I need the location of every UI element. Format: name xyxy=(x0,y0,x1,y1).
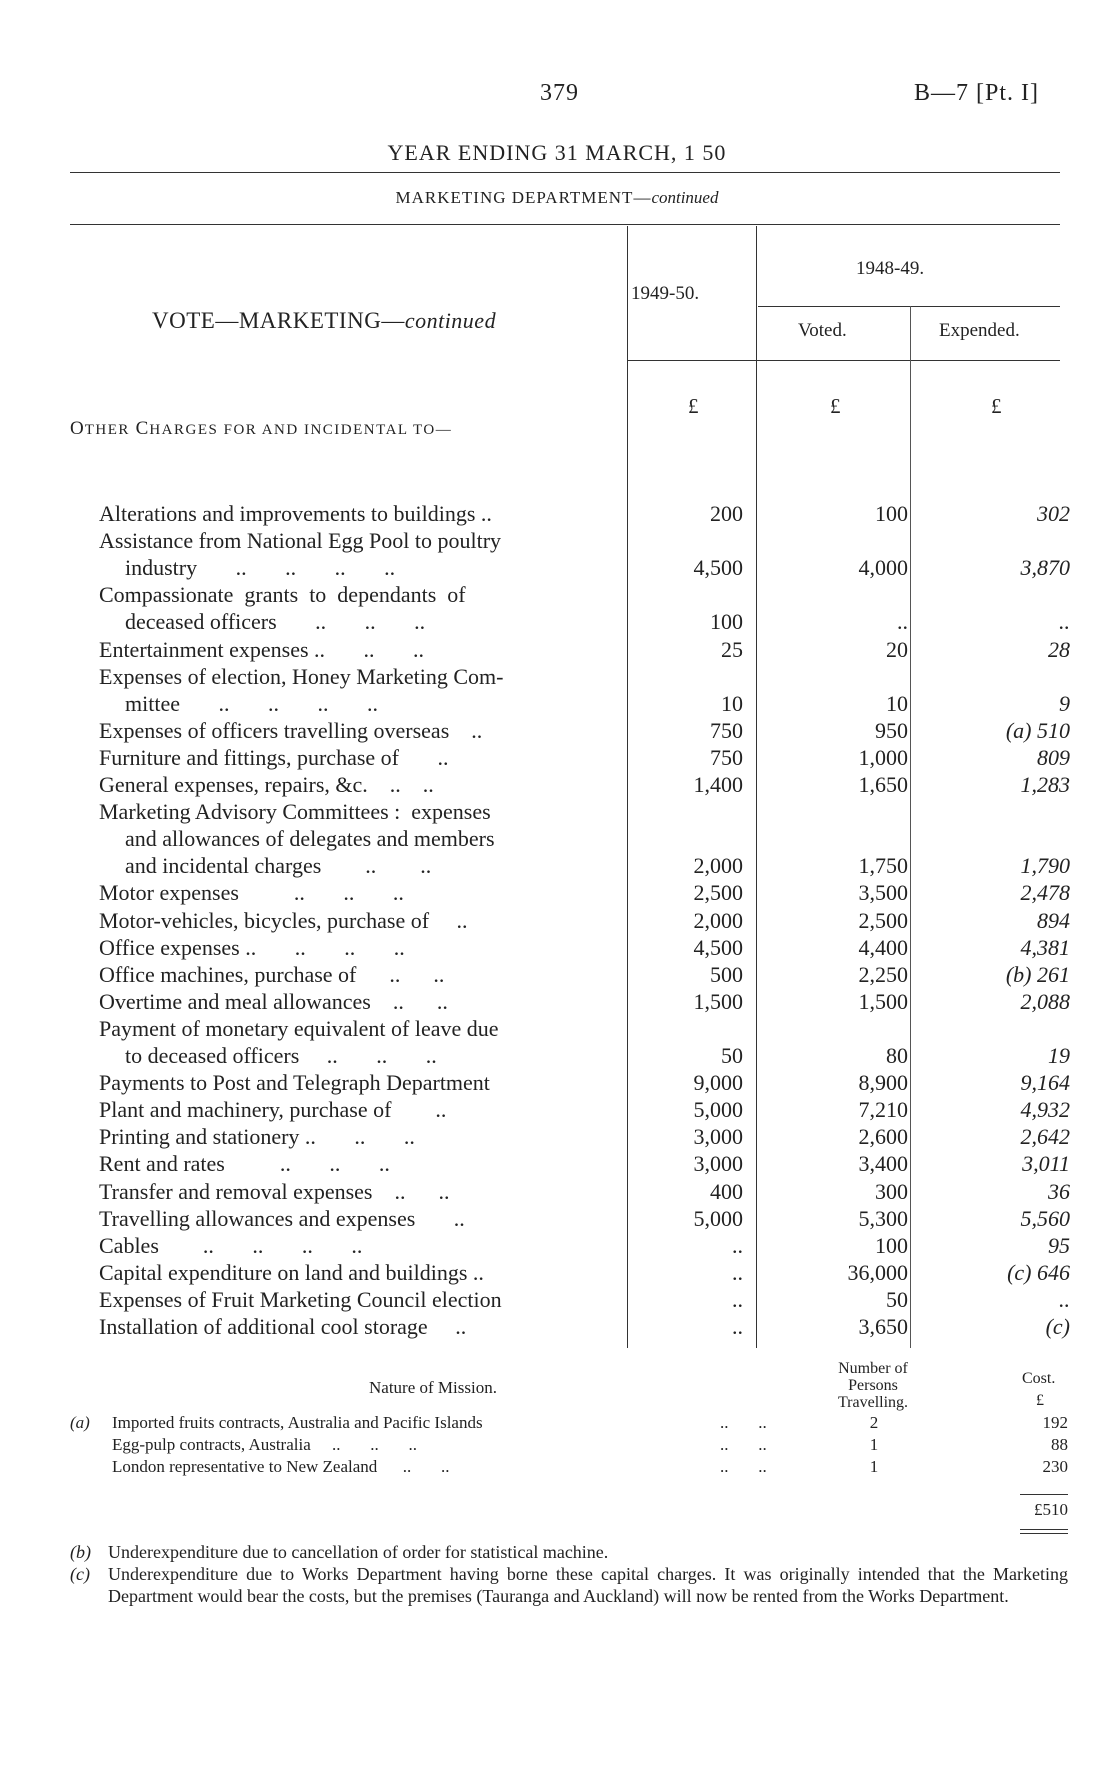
row-value-expended: 2,478 xyxy=(1020,880,1070,906)
col-expended-header: Expended. xyxy=(939,320,1020,341)
row-value-1949: 2,500 xyxy=(693,880,743,906)
year-title: YEAR ENDING 31 MARCH, 1 50 xyxy=(387,140,727,165)
row-value-expended: (b) 261 xyxy=(1005,961,1070,987)
row-value-voted: 1,750 xyxy=(858,853,908,879)
row-value-expended: (c) 646 xyxy=(1007,1259,1070,1285)
row-label: Transfer and removal expenses .. .. xyxy=(99,1178,450,1204)
document-reference: B—7 [Pt. I] xyxy=(914,80,1039,106)
row-value-1949: .. xyxy=(732,1232,743,1258)
row-value-1949: 1,400 xyxy=(693,772,743,797)
table-row xyxy=(0,581,1114,608)
row-value-voted: 4,400 xyxy=(858,934,908,960)
row-value-expended: 9 xyxy=(1059,690,1070,716)
row-value-expended: 19 xyxy=(1048,1043,1070,1068)
row-label: Motor-vehicles, bicycles, purchase of .. xyxy=(99,907,468,933)
row-value-voted: 8,900 xyxy=(858,1070,908,1096)
row-label: Marketing Advisory Committees : expenses xyxy=(99,799,491,825)
row-value-1949: 5,000 xyxy=(693,1097,743,1123)
row-value-expended: (c) xyxy=(1045,1314,1070,1339)
mission-row xyxy=(0,1412,1114,1434)
row-value-1949: 1,500 xyxy=(693,988,743,1014)
mission-dots: .. .. xyxy=(720,1457,767,1476)
section-heading: OTHER CHARGES FOR AND INCIDENTAL TO— xyxy=(70,418,453,439)
row-value-expended: (a) 510 xyxy=(1005,717,1070,743)
row-value-1949: .. xyxy=(732,1259,743,1285)
row-value-1949: .. xyxy=(732,1314,743,1339)
mission-cost: 88 xyxy=(1051,1435,1068,1454)
row-value-1949: 25 xyxy=(721,636,743,662)
row-label: Compassionate grants to dependants of xyxy=(99,582,466,608)
note-b-text: Underexpenditure due to cancellation of order for statistical machine. xyxy=(108,1542,609,1562)
row-value-expended: 2,088 xyxy=(1020,988,1070,1014)
row-value-voted: 36,000 xyxy=(847,1259,908,1285)
row-value-1949: 5,000 xyxy=(693,1205,743,1231)
row-label: Payment of monetary equivalent of leave due xyxy=(99,1015,499,1041)
row-value-expended: 3,870 xyxy=(1020,555,1070,581)
col-1948-rule xyxy=(758,306,1060,307)
row-label: Motor expenses .. .. .. xyxy=(99,880,404,906)
row-label: Cables .. .. .. .. xyxy=(99,1232,363,1258)
row-value-expended: 95 xyxy=(1048,1232,1070,1258)
row-label: and incidental charges .. .. xyxy=(125,853,432,879)
row-label: Entertainment expenses .. .. .. xyxy=(99,636,425,662)
row-value-voted: 80 xyxy=(886,1043,908,1068)
table-row xyxy=(0,1069,1114,1096)
col-1949-header: 1949-50. xyxy=(631,283,700,304)
row-value-voted: 1,000 xyxy=(858,744,908,770)
table-row xyxy=(0,500,1114,527)
row-value-expended: 9,164 xyxy=(1020,1070,1070,1096)
row-value-voted: 3,650 xyxy=(858,1314,908,1339)
row-value-expended: 1,790 xyxy=(1020,853,1070,879)
row-value-voted: 1,500 xyxy=(858,988,908,1014)
row-value-voted: 300 xyxy=(875,1178,908,1204)
mission-cost: 230 xyxy=(1042,1457,1068,1476)
row-label: Installation of additional cool storage .. xyxy=(99,1314,467,1339)
mission-label: London representative to New Zealand .. .. xyxy=(112,1457,450,1476)
table-row xyxy=(0,717,1114,744)
row-value-1949: 200 xyxy=(710,501,743,526)
table-row xyxy=(0,852,1114,879)
header-bottom-rule xyxy=(628,360,1060,361)
row-label: Expenses of Fruit Marketing Council election xyxy=(99,1286,502,1312)
table-row xyxy=(0,988,1114,1015)
row-label: Furniture and fittings, purchase of .. xyxy=(99,744,449,770)
row-value-1949: 9,000 xyxy=(693,1070,743,1096)
row-label: Alterations and improvements to buildings .. xyxy=(99,501,492,526)
row-label: General expenses, repairs, &c. .. .. xyxy=(99,772,434,797)
row-label: Overtime and meal allowances .. .. xyxy=(99,988,448,1014)
mission-cost-currency: £ xyxy=(1036,1392,1044,1409)
table-row xyxy=(0,961,1114,988)
currency-1949: £ xyxy=(688,394,699,418)
row-value-voted: 2,500 xyxy=(858,907,908,933)
row-value-1949: .. xyxy=(732,1286,743,1312)
table-row xyxy=(0,1015,1114,1042)
table-row xyxy=(0,1259,1114,1286)
row-value-voted: 7,210 xyxy=(858,1097,908,1123)
page-number: 379 xyxy=(540,80,579,106)
mission-persons: 1 xyxy=(869,1435,879,1454)
department-title: MARKETING DEPARTMENT—continued xyxy=(395,188,719,207)
col-voted-header: Voted. xyxy=(798,320,847,341)
row-value-expended: 4,381 xyxy=(1020,934,1070,960)
row-value-expended: 302 xyxy=(1037,501,1070,526)
mission-total: £510 xyxy=(1034,1500,1068,1519)
row-label: Office machines, purchase of .. .. xyxy=(99,961,445,987)
row-label: Assistance from National Egg Pool to poultry xyxy=(99,528,502,554)
col-1948-header: 1948-49. xyxy=(856,258,925,279)
row-value-expended: .. xyxy=(1059,609,1070,635)
table-row xyxy=(0,636,1114,663)
row-value-expended: 809 xyxy=(1037,744,1070,770)
row-value-expended: .. xyxy=(1059,1286,1070,1312)
row-value-1949: 4,500 xyxy=(693,555,743,581)
row-value-1949: 3,000 xyxy=(693,1151,743,1177)
row-label: and allowances of delegates and members xyxy=(125,826,495,852)
mission-row xyxy=(0,1434,1114,1456)
row-value-voted: 100 xyxy=(875,501,908,526)
table-row xyxy=(0,1042,1114,1069)
table-row xyxy=(0,690,1114,717)
row-value-expended: 1,283 xyxy=(1020,772,1070,797)
row-value-expended: 28 xyxy=(1048,636,1070,662)
row-label: Plant and machinery, purchase of .. xyxy=(99,1097,447,1123)
table-row xyxy=(0,934,1114,961)
row-value-1949: 750 xyxy=(710,717,743,743)
mission-persons: 2 xyxy=(869,1413,879,1432)
row-value-voted: 5,300 xyxy=(858,1205,908,1231)
row-label: Travelling allowances and expenses .. xyxy=(99,1205,465,1231)
mission-total-double-rule-1 xyxy=(1020,1529,1068,1530)
row-value-voted: 2,600 xyxy=(858,1124,908,1150)
table-row xyxy=(0,825,1114,852)
note-b-mark: (b) xyxy=(70,1542,91,1562)
table-row xyxy=(0,879,1114,906)
table-row xyxy=(0,1096,1114,1123)
row-label: to deceased officers .. .. .. xyxy=(125,1043,437,1068)
row-value-voted: 20 xyxy=(886,636,908,662)
table-top-rule xyxy=(70,224,1060,225)
mission-label: Egg-pulp contracts, Australia .. .. .. xyxy=(112,1435,418,1454)
note-c-mark: (c) xyxy=(70,1564,90,1584)
table-row xyxy=(0,1205,1114,1232)
row-label: Office expenses .. .. .. .. xyxy=(99,934,405,960)
row-value-1949: 50 xyxy=(721,1043,743,1068)
row-value-voted: 50 xyxy=(886,1286,908,1312)
row-label: Capital expenditure on land and buildings .. xyxy=(99,1259,484,1285)
row-label: Expenses of officers travelling overseas .. xyxy=(99,717,483,743)
row-value-voted: 10 xyxy=(886,690,908,716)
table-row xyxy=(0,1178,1114,1205)
row-value-voted: 1,650 xyxy=(858,772,908,797)
row-value-1949: 750 xyxy=(710,744,743,770)
table-row xyxy=(0,771,1114,798)
mission-dots: .. .. xyxy=(720,1413,767,1432)
mission-dots: .. .. xyxy=(720,1435,767,1454)
row-value-1949: 10 xyxy=(721,690,743,716)
table-row xyxy=(0,744,1114,771)
table-row xyxy=(0,1150,1114,1177)
row-value-expended: 36 xyxy=(1048,1178,1070,1204)
row-value-expended: 894 xyxy=(1037,907,1070,933)
row-value-expended: 4,932 xyxy=(1020,1097,1070,1123)
mission-cost-header: Cost. xyxy=(1022,1370,1056,1387)
mission-row xyxy=(0,1456,1114,1478)
table-row xyxy=(0,663,1114,690)
currency-voted: £ xyxy=(830,394,841,418)
mission-nature-header: Nature of Mission. xyxy=(369,1378,497,1397)
row-label: mittee .. .. .. .. xyxy=(125,690,378,716)
row-value-voted: 3,400 xyxy=(858,1151,908,1177)
row-value-1949: 400 xyxy=(710,1178,743,1204)
row-label: industry .. .. .. .. xyxy=(125,555,396,581)
table-row xyxy=(0,798,1114,825)
row-value-voted: 4,000 xyxy=(858,555,908,581)
row-label: Printing and stationery .. .. .. xyxy=(99,1124,415,1150)
mission-persons-header: Number of Persons Travelling. xyxy=(837,1360,909,1411)
row-label: deceased officers .. .. .. xyxy=(125,609,426,635)
row-label: Payments to Post and Telegraph Department xyxy=(99,1070,490,1096)
mission-persons: 1 xyxy=(869,1457,879,1476)
mission-label: Imported fruits contracts, Australia and Pacific Islands xyxy=(112,1413,483,1432)
row-value-1949: 2,000 xyxy=(693,853,743,879)
table-row xyxy=(0,1286,1114,1313)
row-value-1949: 100 xyxy=(710,609,743,635)
row-value-voted: 2,250 xyxy=(858,961,908,987)
vote-title: VOTE—MARKETING—continued xyxy=(152,308,497,333)
mission-total-rule xyxy=(1020,1494,1068,1495)
mission-cost: 192 xyxy=(1042,1413,1068,1432)
row-value-1949: 3,000 xyxy=(693,1124,743,1150)
mission-total-double-rule-2 xyxy=(1020,1533,1068,1534)
currency-expended: £ xyxy=(991,394,1002,418)
row-value-voted: 3,500 xyxy=(858,880,908,906)
row-value-expended: 5,560 xyxy=(1020,1205,1070,1231)
row-value-expended: 2,642 xyxy=(1020,1124,1070,1150)
table-row xyxy=(0,608,1114,635)
table-row xyxy=(0,1232,1114,1259)
row-value-1949: 2,000 xyxy=(693,907,743,933)
table-row xyxy=(0,907,1114,934)
table-row xyxy=(0,1313,1114,1340)
table-row xyxy=(0,1123,1114,1150)
header-rule xyxy=(70,172,1060,173)
note-c-text: Underexpenditure due to Works Department having borne these capital charges. It was originally intended that the Marketing Department would bear the costs, but the premises (Tauranga and Auckland) will now be rented from the Works Department. xyxy=(108,1564,1068,1606)
row-label: Expenses of election, Honey Marketing Com- xyxy=(99,663,504,689)
row-value-1949: 4,500 xyxy=(693,934,743,960)
row-value-voted: 950 xyxy=(875,717,908,743)
table-row xyxy=(0,527,1114,554)
row-value-voted: 100 xyxy=(875,1232,908,1258)
mission-mark: (a) xyxy=(70,1413,90,1432)
row-value-1949: 500 xyxy=(710,961,743,987)
row-value-expended: 3,011 xyxy=(1022,1151,1070,1177)
row-value-voted: .. xyxy=(897,609,908,635)
table-row xyxy=(0,554,1114,581)
row-label: Rent and rates .. .. .. xyxy=(99,1151,390,1177)
